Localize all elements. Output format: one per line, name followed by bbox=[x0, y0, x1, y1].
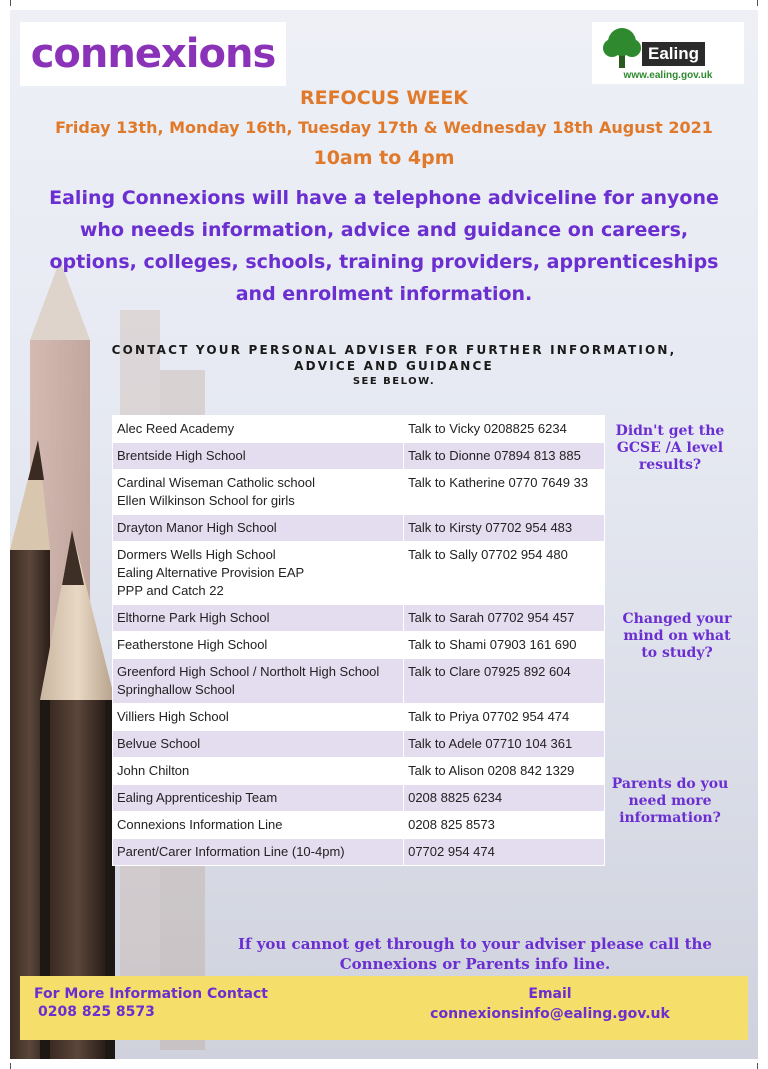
adviser-contact: Talk to Sally 07702 954 480 bbox=[404, 542, 605, 605]
adviser-contact: Talk to Sarah 07702 954 457 bbox=[404, 605, 605, 632]
adviser-row bbox=[113, 515, 605, 542]
crop-mark bbox=[757, 1063, 758, 1069]
footer-contact-phone: 0208 825 8573 bbox=[38, 1004, 155, 1020]
footer-email: connexionsinfo@ealing.gov.uk bbox=[430, 1006, 670, 1022]
crop-mark bbox=[757, 0, 758, 6]
adviser-contact: Talk to Adele 07710 104 361 bbox=[404, 731, 605, 758]
adviser-school: Elthorne Park High School bbox=[113, 605, 404, 632]
adviser-contact: Talk to Shami 07903 161 690 bbox=[404, 632, 605, 659]
footer-banner bbox=[20, 976, 748, 1040]
adviser-row bbox=[113, 812, 605, 839]
adviser-contact: Talk to Vicky 0208825 6234 bbox=[404, 416, 605, 443]
adviser-row bbox=[113, 758, 605, 785]
adviser-contact: 0208 8825 6234 bbox=[404, 785, 605, 812]
adviser-contact: Talk to Priya 07702 954 474 bbox=[404, 704, 605, 731]
adviser-row bbox=[113, 731, 605, 758]
contact-heading-line: ADVICE AND GUIDANCE bbox=[294, 359, 494, 373]
adviser-contact: Talk to Katherine 0770 7649 33 bbox=[404, 470, 605, 515]
adviser-school: Brentside High School bbox=[113, 443, 404, 470]
flyer-page bbox=[10, 10, 758, 1059]
intro-text: Ealing Connexions will have a telephone adviceline for anyone who needs information, advice and guidance on careers, options, colleges, schools, training providers, apprenticeships and enrolment information. bbox=[49, 187, 719, 305]
adviser-table bbox=[112, 415, 605, 866]
event-dates: Friday 13th, Monday 16th, Tuesday 17th & Wednesday 18th August 2021 bbox=[55, 118, 713, 137]
adviser-row bbox=[113, 785, 605, 812]
adviser-row bbox=[113, 704, 605, 731]
adviser-school: Parent/Carer Information Line (10-4pm) bbox=[113, 839, 404, 866]
adviser-row bbox=[113, 839, 605, 866]
adviser-school: Drayton Manor High School bbox=[113, 515, 404, 542]
adviser-contact: 0208 825 8573 bbox=[404, 812, 605, 839]
adviser-contact: 07702 954 474 bbox=[404, 839, 605, 866]
adviser-row bbox=[113, 443, 605, 470]
adviser-row bbox=[113, 659, 605, 704]
connexions-logo-text: connexions bbox=[30, 31, 276, 77]
adviser-row bbox=[113, 542, 605, 605]
side-note-changed-mind: Changed your mind on what to study? bbox=[622, 611, 732, 661]
contact-heading-line: CONTACT YOUR PERSONAL ADVISER FOR FURTHER INFORMATION, bbox=[111, 343, 677, 357]
adviser-contact: Talk to Alison 0208 842 1329 bbox=[404, 758, 605, 785]
adviser-school: Dormers Wells High School Ealing Alternative Provision EAP PPP and Catch 22 bbox=[113, 542, 404, 605]
adviser-row bbox=[113, 470, 605, 515]
adviser-row bbox=[113, 416, 605, 443]
event-time: 10am to 4pm bbox=[313, 147, 455, 169]
ealing-council-logo bbox=[592, 22, 744, 84]
tree-icon bbox=[602, 26, 642, 70]
adviser-row bbox=[113, 632, 605, 659]
adviser-school: Cardinal Wiseman Catholic school Ellen Wilkinson School for girls bbox=[113, 470, 404, 515]
adviser-school: Alec Reed Academy bbox=[113, 416, 404, 443]
footer-contact-label: For More Information Contact bbox=[34, 986, 268, 1002]
connexions-logo bbox=[20, 22, 286, 86]
footer-email-label: Email bbox=[528, 986, 572, 1002]
adviser-school: John Chilton bbox=[113, 758, 404, 785]
ealing-url: www.ealing.gov.uk bbox=[623, 70, 713, 81]
side-note-gcse: Didn't get the GCSE /A level results? bbox=[615, 423, 725, 473]
adviser-row bbox=[113, 605, 605, 632]
adviser-school: Featherstone High School bbox=[113, 632, 404, 659]
adviser-school: Ealing Apprenticeship Team bbox=[113, 785, 404, 812]
adviser-contact: Talk to Kirsty 07702 954 483 bbox=[404, 515, 605, 542]
crop-mark bbox=[10, 1063, 11, 1069]
adviser-contact: Talk to Dionne 07894 813 885 bbox=[404, 443, 605, 470]
bottom-note: If you cannot get through to your adviser please call the Connexions or Parents info line. bbox=[238, 935, 712, 973]
ealing-logo-text: Ealing bbox=[642, 42, 705, 66]
crop-mark bbox=[10, 0, 11, 6]
adviser-school: Villiers High School bbox=[113, 704, 404, 731]
adviser-contact: Talk to Clare 07925 892 604 bbox=[404, 659, 605, 704]
side-note-parents: Parents do you need more information? bbox=[611, 776, 729, 826]
contact-heading-see-below: SEE BELOW. bbox=[352, 376, 436, 387]
adviser-school: Belvue School bbox=[113, 731, 404, 758]
adviser-school: Connexions Information Line bbox=[113, 812, 404, 839]
adviser-school: Greenford High School / Northolt High School Springhallow School bbox=[113, 659, 404, 704]
contact-heading bbox=[90, 342, 698, 390]
page-title: REFOCUS WEEK bbox=[299, 87, 469, 109]
